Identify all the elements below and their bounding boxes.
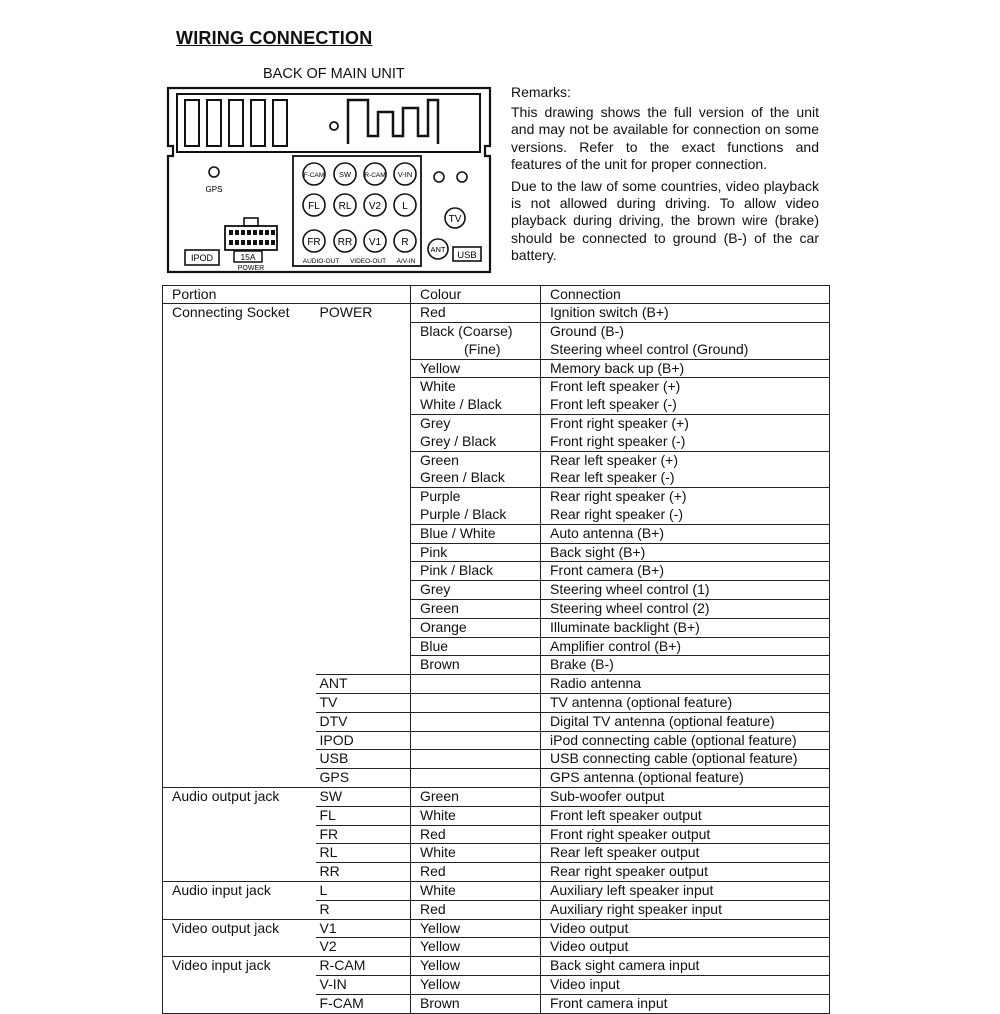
cell-portion: [163, 359, 316, 378]
cell-colour: Green: [411, 788, 541, 807]
jack-sw-label: SW: [338, 170, 352, 179]
table-row: [163, 637, 830, 656]
cell-connection: Steering wheel control (1): [541, 581, 830, 600]
cell-portion: [163, 694, 316, 713]
remarks-heading: Remarks:: [511, 84, 571, 100]
table-row: [163, 396, 830, 414]
table-row: [163, 488, 830, 506]
cell-portion: [163, 806, 316, 825]
cell-subportion: [316, 581, 411, 600]
table-row: [163, 863, 830, 882]
cell-subportion: ANT: [316, 675, 411, 694]
cell-portion: [163, 863, 316, 882]
cell-portion: [163, 900, 316, 919]
cell-connection: Back sight (B+): [541, 543, 830, 562]
cell-subportion: [316, 359, 411, 378]
cell-subportion: GPS: [316, 769, 411, 788]
cell-connection: Front right speaker (-): [541, 433, 830, 451]
cell-portion: [163, 581, 316, 600]
cell-portion: [163, 844, 316, 863]
cell-subportion: TV: [316, 694, 411, 713]
cell-colour: Grey: [411, 581, 541, 600]
cell-portion: [163, 469, 316, 487]
cell-colour: White: [411, 882, 541, 901]
cell-colour: Black (Coarse): [411, 323, 541, 341]
cell-subportion: IPOD: [316, 731, 411, 750]
cell-subportion: R: [316, 900, 411, 919]
cell-portion: [163, 618, 316, 637]
table-row: [163, 675, 830, 694]
jack-l-label: L: [402, 201, 408, 212]
table-row: [163, 900, 830, 919]
ipod-label: IPOD: [190, 253, 214, 263]
cell-colour: White / Black: [411, 396, 541, 414]
cell-connection: Auxiliary left speaker input: [541, 882, 830, 901]
header-colour: Colour: [411, 285, 541, 304]
table-row: [163, 975, 830, 994]
cell-connection: Digital TV antenna (optional feature): [541, 712, 830, 731]
cell-connection: Rear right speaker output: [541, 863, 830, 882]
usb-label: USB: [457, 250, 477, 261]
jack-v1-label: V1: [368, 237, 382, 248]
cell-subportion: [316, 600, 411, 619]
cell-connection: Front camera input: [541, 994, 830, 1013]
table-row: [163, 882, 830, 901]
cell-colour: Pink: [411, 543, 541, 562]
cell-subportion: SW: [316, 788, 411, 807]
cell-portion: [163, 562, 316, 581]
fuse-label: 15A: [240, 252, 256, 262]
cell-colour-text: (Fine): [464, 340, 501, 357]
header-connection: Connection: [541, 285, 830, 304]
cell-portion: [163, 675, 316, 694]
table-row: [163, 656, 830, 675]
cell-portion: Audio input jack: [163, 882, 316, 901]
cell-colour: [411, 694, 541, 713]
table-row: [163, 341, 830, 359]
cell-colour: Blue / White: [411, 524, 541, 543]
table-row: [163, 415, 830, 433]
table-row: [163, 433, 830, 451]
cell-connection: Video input: [541, 975, 830, 994]
cell-colour: Red: [411, 863, 541, 882]
cell-colour: [411, 769, 541, 788]
upper-panel: [177, 94, 480, 152]
cell-colour: Purple: [411, 488, 541, 506]
table-row: [163, 788, 830, 807]
cell-connection: Rear right speaker (+): [541, 488, 830, 506]
cell-connection: Radio antenna: [541, 675, 830, 694]
cell-connection: Rear left speaker (-): [541, 469, 830, 487]
cell-portion: Video output jack: [163, 919, 316, 938]
led-left-icon: [434, 172, 444, 182]
av-in-label: A/V-IN: [396, 258, 416, 265]
cell-subportion: [316, 618, 411, 637]
table-row: [163, 581, 830, 600]
cell-subportion: R-CAM: [316, 957, 411, 976]
jack-fl-label: FL: [308, 201, 320, 212]
table-row: [163, 378, 830, 396]
cell-portion: [163, 938, 316, 957]
table-row: [163, 359, 830, 378]
unit-rear-panel-drawing: [163, 86, 495, 274]
cell-portion: [163, 825, 316, 844]
cell-subportion: [316, 469, 411, 487]
jack-r-label: R: [401, 237, 409, 248]
power-connector: [225, 218, 277, 250]
cell-portion: Audio output jack: [163, 788, 316, 807]
table-row: [163, 806, 830, 825]
gps-jack-icon: [209, 167, 219, 177]
cell-subportion: V1: [316, 919, 411, 938]
cell-colour: Yellow: [411, 359, 541, 378]
header-portion: Portion: [163, 285, 411, 304]
remarks-paragraph-1: This drawing shows the full version of the unit and may not be available for connection on some versions. Refer to the exact functions and features of the unit for proper connection.: [511, 104, 819, 172]
cell-connection: Sub-woofer output: [541, 788, 830, 807]
cell-colour: [411, 675, 541, 694]
cell-connection: USB connecting cable (optional feature): [541, 750, 830, 769]
diagram-caption: BACK OF MAIN UNIT: [263, 66, 405, 82]
cell-subportion: [316, 451, 411, 469]
cell-subportion: [316, 433, 411, 451]
cell-portion: [163, 600, 316, 619]
cell-colour: Blue: [411, 637, 541, 656]
cell-connection: Steering wheel control (2): [541, 600, 830, 619]
table-row: [163, 618, 830, 637]
table-row: [163, 694, 830, 713]
cell-portion: [163, 323, 316, 341]
cell-portion: [163, 975, 316, 994]
jack-vin-label: V-IN: [397, 170, 413, 179]
cell-subportion: [316, 396, 411, 414]
cell-colour: Grey / Black: [411, 433, 541, 451]
cell-colour: Red: [411, 304, 541, 323]
cell-subportion: [316, 656, 411, 675]
cell-connection: iPod connecting cable (optional feature): [541, 731, 830, 750]
table-row: [163, 769, 830, 788]
cell-subportion: USB: [316, 750, 411, 769]
cell-colour: Yellow: [411, 938, 541, 957]
cell-subportion: FL: [316, 806, 411, 825]
cell-connection: GPS antenna (optional feature): [541, 769, 830, 788]
cell-colour: Green / Black: [411, 469, 541, 487]
cell-subportion: [316, 506, 411, 524]
cell-colour: [411, 750, 541, 769]
table-row: [163, 506, 830, 524]
cell-subportion: F-CAM: [316, 994, 411, 1013]
cell-connection: Front right speaker (+): [541, 415, 830, 433]
cell-connection: Front left speaker output: [541, 806, 830, 825]
cell-colour: Green: [411, 451, 541, 469]
table-row: [163, 919, 830, 938]
cell-subportion: V-IN: [316, 975, 411, 994]
jack-row-2: [303, 194, 416, 216]
table-row: [163, 957, 830, 976]
table-row: [163, 524, 830, 543]
cell-portion: [163, 994, 316, 1013]
cell-portion: [163, 506, 316, 524]
table-row: [163, 712, 830, 731]
cell-connection: Rear left speaker (+): [541, 451, 830, 469]
cell-portion: [163, 378, 316, 396]
cell-colour: Grey: [411, 415, 541, 433]
cell-connection: Ground (B-): [541, 323, 830, 341]
cell-connection: Amplifier control (B+): [541, 637, 830, 656]
cell-colour: Yellow: [411, 957, 541, 976]
cell-subportion: [316, 415, 411, 433]
cell-connection: Video output: [541, 938, 830, 957]
cell-colour: [411, 712, 541, 731]
cell-colour: Yellow: [411, 975, 541, 994]
cell-portion: [163, 712, 316, 731]
cell-portion: [163, 433, 316, 451]
cell-connection: Illuminate backlight (B+): [541, 618, 830, 637]
cell-portion: Connecting Socket: [163, 304, 316, 323]
table-row: [163, 600, 830, 619]
cell-connection: Brake (B-): [541, 656, 830, 675]
page-title: WIRING CONNECTION: [176, 28, 373, 48]
cell-colour: Red: [411, 900, 541, 919]
cell-connection: Ignition switch (B+): [541, 304, 830, 323]
connector-serpentine: [348, 100, 438, 144]
cell-colour: Pink / Black: [411, 562, 541, 581]
cell-colour: White: [411, 806, 541, 825]
cell-colour: Brown: [411, 994, 541, 1013]
cell-subportion: [316, 378, 411, 396]
cell-subportion: [316, 637, 411, 656]
cell-portion: [163, 769, 316, 788]
remarks-section: [511, 84, 819, 269]
led-right-icon: [457, 172, 467, 182]
ant-label: ANT: [430, 245, 446, 254]
cell-subportion: [316, 341, 411, 359]
cell-subportion: POWER: [316, 304, 411, 323]
cell-portion: [163, 341, 316, 359]
cell-colour: Orange: [411, 618, 541, 637]
power-label: POWER: [237, 265, 265, 272]
cell-colour: Yellow: [411, 919, 541, 938]
cell-colour: White: [411, 378, 541, 396]
cell-portion: [163, 637, 316, 656]
cell-connection: Rear right speaker (-): [541, 506, 830, 524]
table-row: [163, 731, 830, 750]
cell-subportion: [316, 562, 411, 581]
table-row: [163, 938, 830, 957]
screw-hole: [330, 122, 338, 130]
cell-colour: Red: [411, 825, 541, 844]
cell-portion: [163, 488, 316, 506]
vent-slots: [185, 100, 287, 146]
cell-portion: Video input jack: [163, 957, 316, 976]
cell-connection: Video output: [541, 919, 830, 938]
cell-connection: Steering wheel control (Ground): [541, 341, 830, 359]
cell-colour: [411, 341, 541, 359]
table-row: [163, 994, 830, 1013]
cell-portion: [163, 731, 316, 750]
jack-rcam-label: R-CAM: [364, 172, 386, 179]
cell-colour: [411, 731, 541, 750]
table-row: [163, 825, 830, 844]
cell-subportion: V2: [316, 938, 411, 957]
cell-portion: [163, 524, 316, 543]
table-row: [163, 750, 830, 769]
cell-connection: Front left speaker (+): [541, 378, 830, 396]
cell-subportion: RR: [316, 863, 411, 882]
cell-connection: Rear left speaker output: [541, 844, 830, 863]
cell-subportion: RL: [316, 844, 411, 863]
cell-subportion: FR: [316, 825, 411, 844]
jack-fr-label: FR: [307, 237, 321, 248]
cell-subportion: [316, 488, 411, 506]
cell-connection: Auto antenna (B+): [541, 524, 830, 543]
gps-label: GPS: [205, 185, 223, 194]
wiring-table-body: [163, 304, 830, 1013]
cell-connection: Memory back up (B+): [541, 359, 830, 378]
table-header-row: [163, 285, 830, 304]
cell-portion: [163, 656, 316, 675]
audio-out-label: AUDIO-OUT: [302, 258, 340, 265]
cell-portion: [163, 451, 316, 469]
tv-label: TV: [448, 214, 462, 225]
cell-colour: Purple / Black: [411, 506, 541, 524]
table-row: [163, 469, 830, 487]
cell-colour: White: [411, 844, 541, 863]
jack-v2-label: V2: [368, 201, 382, 212]
cell-connection: Back sight camera input: [541, 957, 830, 976]
cell-portion: [163, 396, 316, 414]
cell-portion: [163, 750, 316, 769]
wiring-table: [162, 285, 830, 1014]
cell-connection: Front right speaker output: [541, 825, 830, 844]
cell-connection: Front camera (B+): [541, 562, 830, 581]
back-of-unit-diagram: [163, 86, 495, 274]
remarks-paragraph-2: Due to the law of some countries, video playback is not allowed during driving. To allow video playback during driving, the brown wire (brake) should be connected to ground (B-) of the car battery.: [511, 178, 819, 263]
cell-portion: [163, 415, 316, 433]
jack-rr-label: RR: [337, 237, 353, 248]
jack-fcam-label: F-CAM: [303, 172, 325, 179]
table-row: [163, 451, 830, 469]
cell-connection: Front left speaker (-): [541, 396, 830, 414]
jack-rl-label: RL: [338, 201, 352, 212]
cell-connection: Auxiliary right speaker input: [541, 900, 830, 919]
cell-subportion: DTV: [316, 712, 411, 731]
table-row: [163, 844, 830, 863]
cell-colour: Green: [411, 600, 541, 619]
cell-subportion: [316, 543, 411, 562]
cell-colour: Brown: [411, 656, 541, 675]
cell-connection: TV antenna (optional feature): [541, 694, 830, 713]
cell-subportion: [316, 524, 411, 543]
table-row: [163, 543, 830, 562]
table-row: [163, 562, 830, 581]
table-row: [163, 323, 830, 341]
video-out-label: VIDEO-OUT: [349, 258, 387, 265]
table-row: [163, 304, 830, 323]
cell-portion: [163, 543, 316, 562]
cell-subportion: [316, 323, 411, 341]
cell-subportion: L: [316, 882, 411, 901]
